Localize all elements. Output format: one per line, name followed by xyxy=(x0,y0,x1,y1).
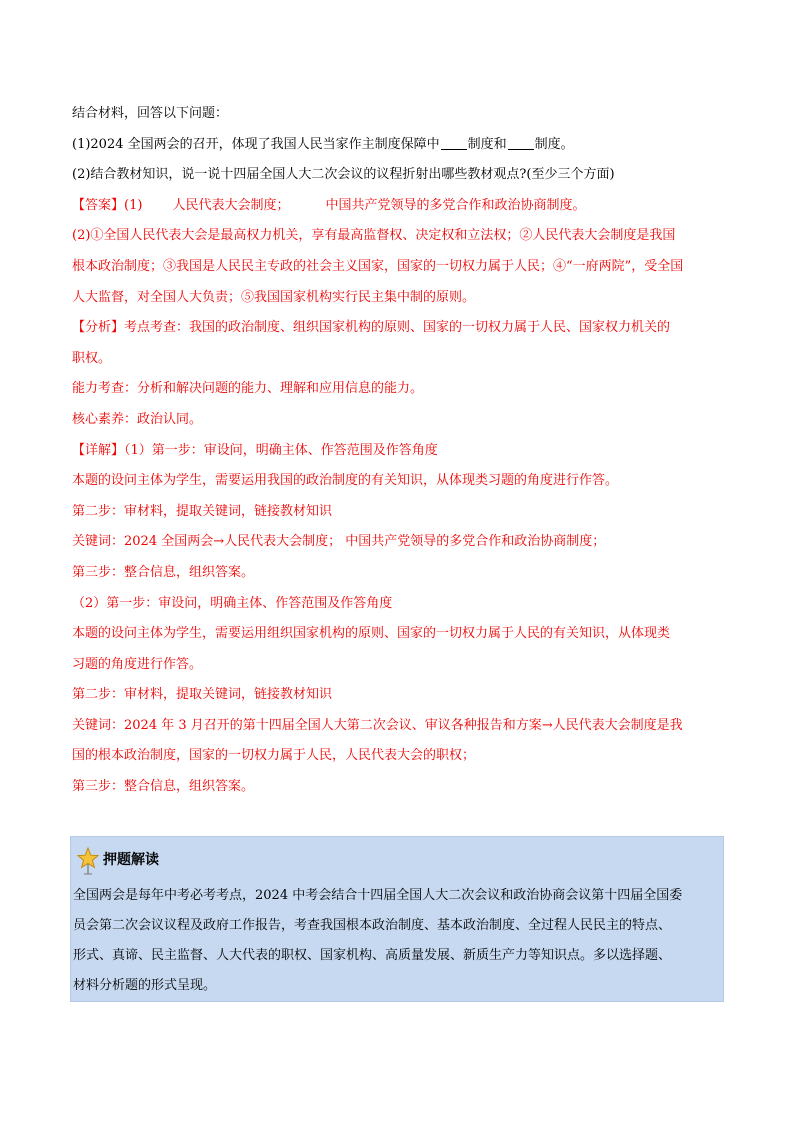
detail-2-keywords-1: 关键词：2024 年 3 月召开的第十四届全国人大第二次会议、审议各种报告和方案→人民代表大会制度是我 xyxy=(72,717,683,733)
answer-2-line-3: 人大监督，对全国人大负责；⑤我国国家机构实行民主集中制的原则。 xyxy=(72,289,476,305)
answer-1-part-b: 中国共产党领导的多党合作和政治协商制度。 xyxy=(325,197,586,213)
box-text xyxy=(73,881,721,1001)
ability-line: 能力考查：分析和解决问题的能力、理解和应用信息的能力。 xyxy=(72,381,424,397)
star-icon xyxy=(77,847,99,875)
prediction-box xyxy=(70,836,724,1002)
core-literacy-line: 核心素养：政治认同。 xyxy=(72,411,203,427)
answer-1-part-a: 人民代表大会制度； xyxy=(172,197,290,213)
detail-2-body-2: 习题的角度进行作答。 xyxy=(72,656,203,672)
detail-1-keywords: 关键词：2024 全国两会→人民代表大会制度； 中国共产党领导的多党合作和政治协商制度； xyxy=(72,534,606,550)
question-1-mid: 制度和 xyxy=(467,136,507,152)
analysis-tag: 【分析】 xyxy=(72,320,125,336)
detail-2-body-1: 本题的设问主体为学生，需要运用组织国家机构的原则、国家的一切权力属于人民的有关知识，从体现类 xyxy=(72,626,671,642)
detail-1-step2: 第二步：审材料，提取关键词，链接教材知识 xyxy=(72,503,333,519)
detail-1-step1: （1）第一步：审设问，明确主体、作答范围及作答角度 xyxy=(124,442,438,458)
detail-1-body: 本题的设问主体为学生，需要运用我国的政治制度的有关知识，从体现类习题的角度进行作答。 xyxy=(72,473,619,489)
question-1 xyxy=(72,134,724,156)
box-title: 押题解读 xyxy=(103,852,159,868)
box-line: 材料分析题的形式呈现。 xyxy=(73,978,217,993)
detail-2-keywords-2: 国的根本政治制度，国家的一切权力属于人民，人民代表大会的职权； xyxy=(72,748,476,764)
detail-2-step3: 第三步：整合信息，组织答案。 xyxy=(72,779,255,795)
analysis-line-2: 职权。 xyxy=(72,350,112,366)
question-1-end: 制度。 xyxy=(534,136,574,152)
question-1-text: (1)2024 全国两会的召开，体现了我国人民当家作主制度保障中 xyxy=(72,136,440,152)
answer-2-line-2: 根本政治制度；③我国是人民民主专政的社会主义国家，国家的一切权力属于人民；④“一府两院”，受全国 xyxy=(72,258,684,274)
answer-1 xyxy=(72,195,724,217)
answer-1-num: (1) xyxy=(124,197,143,213)
answer-2-line-1: (2)①全国人民代表大会是最高权力机关，享有最高监督权、决定权和立法权；②人民代表大会制度是我国 xyxy=(72,228,676,244)
analysis-line-1 xyxy=(72,317,724,339)
box-line: 形式、真谛、民主监督、人大代表的职权、国家机构、高质量发展、新质生产力等知识点。多以选择题、 xyxy=(73,948,672,963)
box-line: 员会第二次会议议程及政府工作报告，考查我国根本政治制度、基本政治制度、全过程人民民主的特点、 xyxy=(73,918,672,933)
analysis-text: 考点考查：我国的政治制度、组织国家机构的原则、国家的一切权力属于人民、国家权力机关的 xyxy=(124,320,671,336)
detail-1-step3: 第三步：整合信息，组织答案。 xyxy=(72,564,255,580)
answer-tag: 【答案】 xyxy=(72,197,125,213)
intro-line: 结合材料，回答以下问题： xyxy=(72,106,229,121)
detail-step1 xyxy=(72,440,724,462)
question-2: (2)结合教材知识，说一说十四届全国人大二次会议的议程折射出哪些教材观点?(至少三个方面) xyxy=(72,167,615,183)
detail-2-step1: （2）第一步：审设问，明确主体、作答范围及作答角度 xyxy=(72,595,393,611)
detail-tag: 【详解】 xyxy=(72,442,125,458)
fill-blank-2 xyxy=(508,136,534,150)
detail-2-step2: 第二步：审材料，提取关键词，链接教材知识 xyxy=(72,687,333,703)
box-line: 全国两会是每年中考必考考点，2024 中考会结合十四届全国人大二次会议和政治协商会议第十四届全国委 xyxy=(73,888,683,903)
fill-blank-1 xyxy=(441,136,467,150)
question-content xyxy=(72,103,724,807)
